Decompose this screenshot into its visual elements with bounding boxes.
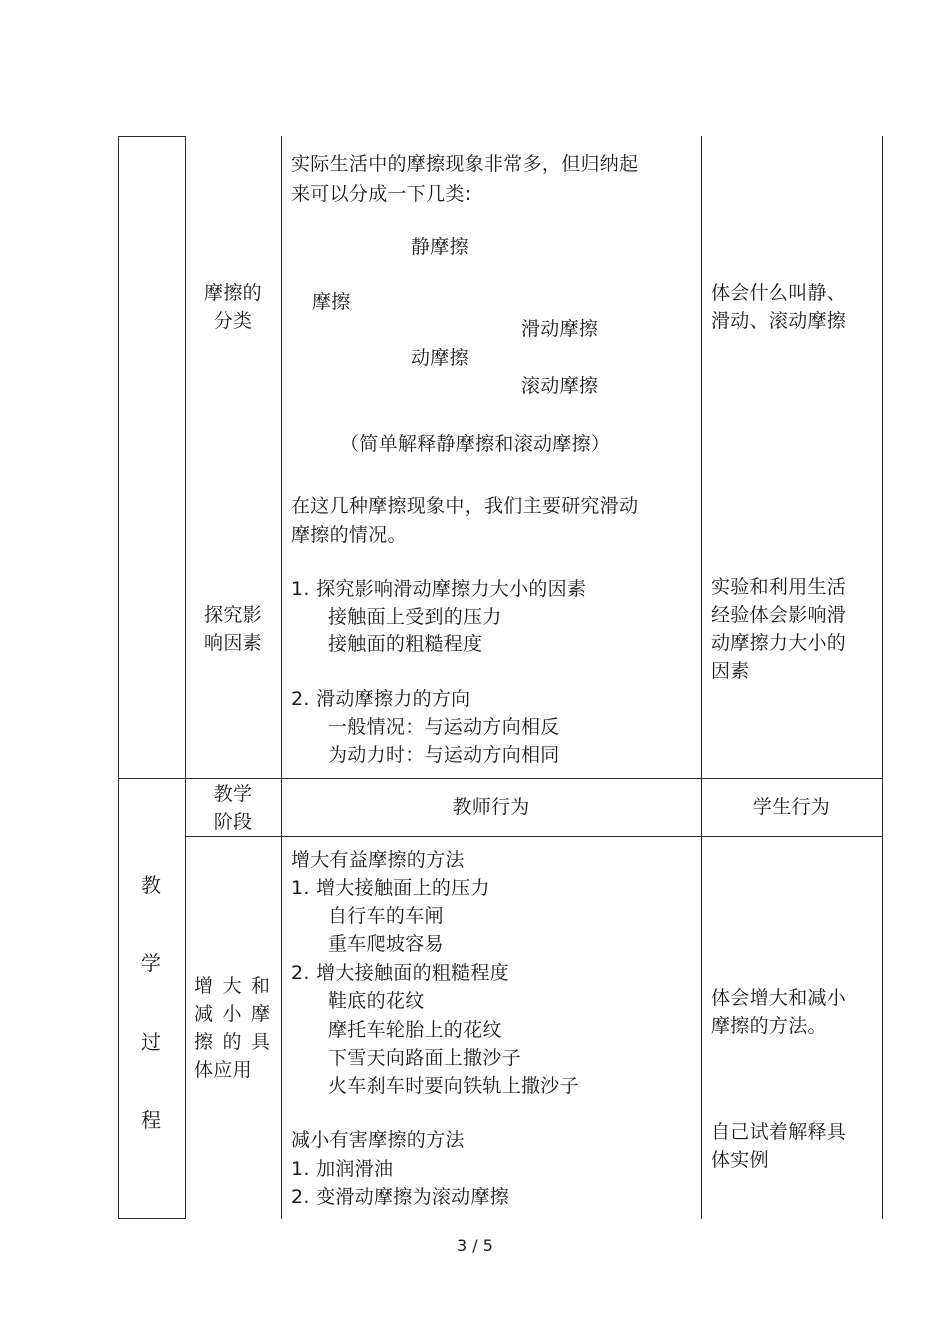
stage-application-line-1: 增大和 [194,975,270,997]
factors-item-2-sub-2: 为动力时：与运动方向相同 [328,744,560,766]
header-stage: 教学 阶段 [213,783,253,833]
stage-application-line-3: 擦的具 [194,1031,270,1053]
side-label-char-1: 教 [141,873,161,897]
table-top-border-left [118,136,186,137]
tree-sliding-friction: 滑动摩擦 [521,318,599,340]
header-teacher-behavior: 教师行为 [452,796,530,818]
header-student-behavior: 学生行为 [752,796,831,818]
table-col-line-3 [701,136,702,1219]
increase-item-1-b: 重车爬坡容易 [328,933,444,955]
tree-static-friction: 静摩擦 [411,236,469,258]
factors-item-2: 2. 滑动摩擦力的方向 [291,688,471,710]
tree-dynamic-friction: 动摩擦 [411,347,469,369]
student-classification: 体会什么叫静、 滑动、滚动摩擦 [711,282,847,332]
classification-intro-line1: 实际生活中的摩擦现象非常多，但归纳起 [291,153,639,175]
table-bottom-border-left [118,1218,186,1219]
increase-item-2-b: 摩托车轮胎上的花纹 [328,1019,502,1041]
student-factors: 实验和利用生活 经验体会影响滑 动摩擦力大小的 因素 [711,576,847,682]
stage-factors: 探究影 响因素 [204,604,262,654]
side-label-char-3: 过 [141,1030,161,1054]
increase-title: 增大有益摩擦的方法 [291,849,465,871]
factors-intro-line1: 在这几种摩擦现象中，我们主要研究滑动 [291,495,639,517]
stage-classification: 摩擦的 分类 [204,282,262,332]
table-border-right [882,136,883,1219]
tree-rolling-friction: 滚动摩擦 [521,375,599,397]
table-row-line-2 [185,836,883,837]
student-application-2: 自己试着解释具 体实例 [711,1121,847,1171]
decrease-item-2: 2. 变滑动摩擦为滚动摩擦 [291,1186,510,1208]
classification-intro-line2: 来可以分成一下几类: [291,183,472,205]
factors-item-1-sub-1: 接触面上受到的压力 [328,606,502,628]
factors-item-2-sub-1: 一般情况：与运动方向相反 [328,716,560,738]
side-label-char-4: 程 [141,1108,161,1132]
factors-item-1-sub-2: 接触面的粗糙程度 [328,633,483,655]
increase-item-2-d: 火车刹车时要向铁轨上撒沙子 [328,1075,579,1097]
decrease-item-1: 1. 加润滑油 [291,1158,394,1180]
increase-item-1-a: 自行车的车闸 [328,905,444,927]
tree-root-friction: 摩擦 [312,291,351,313]
factors-item-1: 1. 探究影响滑动摩擦力大小的因素 [291,578,587,600]
decrease-title: 减小有害摩擦的方法 [291,1129,465,1151]
factors-intro-line2: 摩擦的情况。 [291,524,407,546]
side-label-char-2: 学 [141,951,161,975]
increase-item-2: 2. 增大接触面的粗糙程度 [291,962,510,984]
page-number: 3 / 5 [457,1236,493,1255]
increase-item-2-c: 下雪天向路面上撒沙子 [328,1047,522,1069]
table-col-line-2 [281,136,282,1219]
student-application-1: 体会增大和减小 摩擦的方法。 [711,987,847,1037]
increase-item-2-a: 鞋底的花纹 [328,990,425,1012]
classification-note: （简单解释静摩擦和滚动摩擦） [340,433,611,455]
increase-item-1: 1. 增大接触面上的压力 [291,877,490,899]
stage-application-line-4: 体应用 [194,1059,252,1081]
table-border-left [118,136,119,1219]
stage-application-line-2: 减小摩 [194,1003,270,1025]
